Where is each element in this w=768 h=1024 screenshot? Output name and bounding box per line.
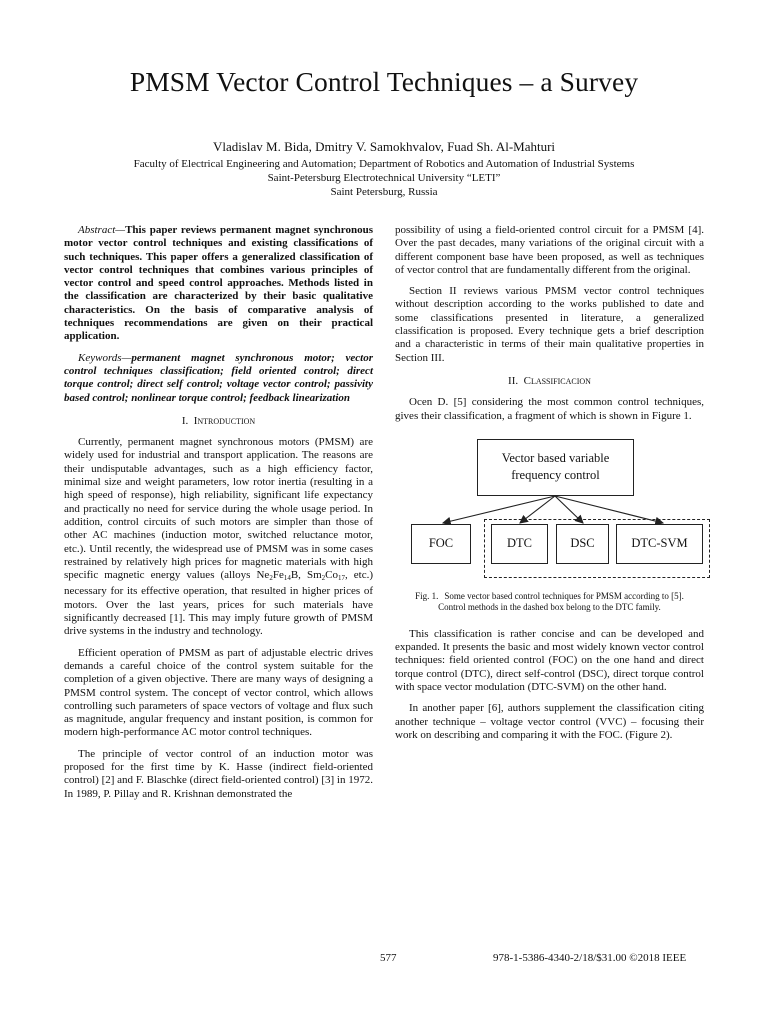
classification-paragraph-2: This classification is rather concise and can be developed and expanded. It presents the basic and most widely known vector control techniques: field oriented control (FOC) on the one hand and direct torque control (DTC), direct self-control (DSC), direct torque control with space vector modulation (DTC-SVM) on the other hand. <box>395 627 704 694</box>
keywords-lead: Keywords— <box>78 351 132 364</box>
abstract-text: This paper reviews permanent magnet synchronous motor vector control techniques and existing classifications of such techniques. This paper offers a generalized classification of vector control techniques that combines various principles of vector control and speed control approaches. Methods listed in the classification are characterized by their basic qualitative characteristics. On the basis of comparative analysis of techniques recommendations are given on their practical application. <box>64 224 373 343</box>
left-column <box>64 224 373 809</box>
subscript: 17 <box>337 574 345 583</box>
copyright-line: 978-1-5386-4340-2/18/$31.00 ©2018 IEEE <box>493 952 687 964</box>
section-number: II. <box>508 374 519 387</box>
text-run: Currently, permanent magnet synchronous motors (PMSM) are widely used for industrial and transport application. The reasons are their undisputable advantages, such as a high efficiency factor, minimal size and weight parameters, low rotor inertia (resulting in a high speed of response), high reliability, significant life expectancy and practically no need for service during the whole usage period. In addition, control circuits of such motors are simpler than those of other AC machines (induction motor, switched reluctance motor, etc.). Until recently, the widespread use of PMSM was in some cases restrained by relatively high prices for magnetic materials with high specific magnetic energy values (alloys Ne <box>64 436 373 582</box>
text-run: B, Sm <box>290 569 322 582</box>
classification-paragraph-1: Ocen D. [5] considering the most common control techniques, gives their classification, a fragment of which is shown in Figure 1. <box>395 396 704 422</box>
intro-paragraph-2: Efficient operation of PMSM as part of adjustable electric drives demands a careful choice of the control system suitable for the completion of a given objective. There are many ways of designing a PMSM control system. The concept of vector control, which allows controlling such parameters of space vectors of voltage and flux such as magnitude, angular frequency and instant position, is common for modern high-performance AC motor control techniques. <box>64 646 373 739</box>
right-column <box>395 224 704 750</box>
paper-title: PMSM Vector Control Techniques – a Survey <box>129 66 639 97</box>
figure-1-caption <box>395 591 704 614</box>
intro-paragraph-1 <box>64 436 373 638</box>
section-number: I. <box>181 414 189 427</box>
caption-label: Fig. 1. <box>415 590 439 601</box>
affiliation-line-3: Saint Petersburg, Russia <box>330 186 438 198</box>
keywords-text: permanent magnet synchronous motor; vector control techniques classification; field oriented control; direct torque control; direct self control; voltage vector control; passivity based control; nonlinear torque control; feedback linearization <box>64 351 373 404</box>
keywords <box>64 352 373 405</box>
affiliation-line-2: Saint-Petersburg Electrotechnical University “LETI” <box>267 172 501 184</box>
text-run: , etc.) necessary for its effective operation, that resulted in higher prices of motors. Over the last years, prices for such materials have significantly decreased [1]. This may imply future growth of PMSM drive systems in the industry and technology. <box>64 569 374 638</box>
root-node: Vector based variable frequency control <box>477 439 634 496</box>
intro-paragraph-3: The principle of vector control of an induction motor was proposed for the first time by K. Hasse (indirect field-oriented control) [2] and F. Blaschke (direct field-oriented control) [3] in 1972. In 1989, P. Pillay and R. Krishnan demonstrated the <box>64 747 373 800</box>
caption-line-2: Control methods in the dashed box belong to the DTC family. <box>438 602 661 613</box>
text-run: Co <box>325 569 338 582</box>
author-list: Vladislav M. Bida, Dmitry V. Samokhvalov, Fuad Sh. Al-Mahturi <box>212 139 556 154</box>
node-dtc-svm: DTC-SVM <box>616 524 703 564</box>
node-foc: FOC <box>411 524 471 564</box>
affiliation-line-1: Faculty of Electrical Engineering and Automation; Department of Robotics and Automation of Industrial Systems <box>133 158 635 170</box>
subscript: 2 <box>269 574 273 583</box>
continued-paragraph: possibility of using a field-oriented control circuit for a PMSM [4]. Over the past decades, many variations of the original circuit with a different component base have been proposed, as well as techniques of vector control that are fundamentally different from the original. <box>395 224 704 276</box>
abstract-lead: Abstract— <box>78 224 126 236</box>
outline-paragraph: Section II reviews various PMSM vector control techniques without description according to the works published to date and some classifications presented in literature, a generalized classification is proposed. Every technique gets a brief description and a characteristic in terms of their main qualitative properties in Section III. <box>395 285 704 364</box>
node-dsc: DSC <box>556 524 609 564</box>
node-dtc: DTC <box>491 524 548 564</box>
figure-1-diagram <box>395 435 704 585</box>
subscript: 2 <box>321 574 326 583</box>
affiliation <box>0 157 768 199</box>
section-title: Classificacion <box>523 374 591 387</box>
section-heading-introduction <box>64 415 373 428</box>
section-title: Introduction <box>193 414 256 427</box>
caption-line-1: Some vector based control techniques for PMSM according to [5]. <box>444 590 684 601</box>
abstract <box>64 224 373 344</box>
section-heading-classification <box>395 375 704 388</box>
subscript: 14 <box>283 574 291 583</box>
classification-paragraph-3: In another paper [6], authors supplement the classification citing another technique – voltage vector control (VVC) – focusing their work on describing and comparing it with the FOC. (Figure 2). <box>395 702 704 741</box>
page-number: 577 <box>380 952 397 964</box>
text-run: Fe <box>272 569 284 582</box>
